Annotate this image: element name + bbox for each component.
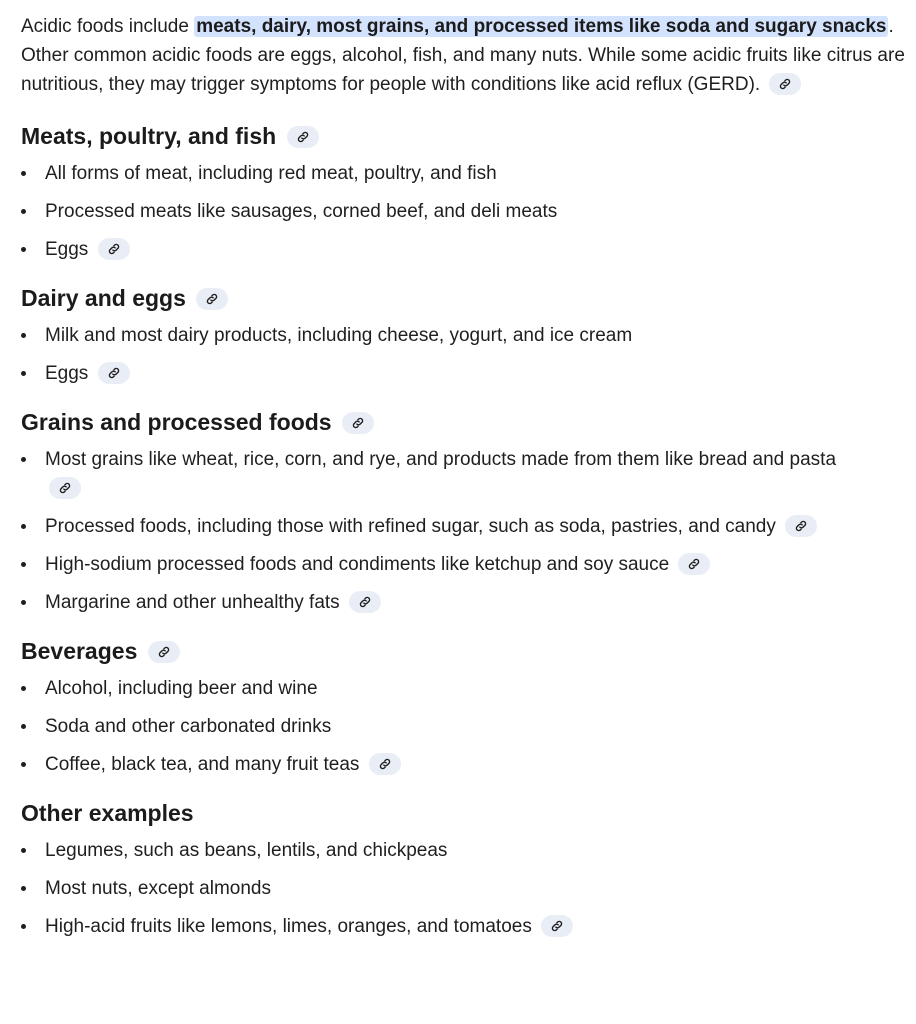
bullet-list xyxy=(21,159,911,264)
list-item xyxy=(21,321,845,350)
list-item-text: Milk and most dairy products, including cheese, yogurt, and ice cream xyxy=(45,325,633,346)
link-icon xyxy=(296,130,310,144)
item-source-link-button[interactable] xyxy=(98,238,130,260)
list-item-text: High-acid fruits like lemons, limes, oranges, and tomatoes xyxy=(45,916,532,937)
link-icon xyxy=(378,757,392,771)
section-source-link-button[interactable] xyxy=(196,288,228,310)
link-icon xyxy=(550,919,564,933)
section-source-link-button[interactable] xyxy=(148,641,180,663)
section-heading xyxy=(21,407,911,437)
list-item xyxy=(21,550,845,579)
link-icon xyxy=(205,292,219,306)
section-heading-text: Other examples xyxy=(21,800,194,826)
list-item xyxy=(21,359,845,388)
list-item-text: Alcohol, including beer and wine xyxy=(45,678,318,699)
list-item-text: Most grains like wheat, rice, corn, and rye, and products made from them like bread and pasta xyxy=(45,449,837,470)
list-item-text: Eggs xyxy=(45,239,89,260)
list-item-text: Soda and other carbonated drinks xyxy=(45,716,332,737)
list-item-text: High-sodium processed foods and condiments like ketchup and soy sauce xyxy=(45,554,670,575)
list-item-text: Legumes, such as beans, lentils, and chickpeas xyxy=(45,840,448,861)
item-source-link-button[interactable] xyxy=(785,515,817,537)
link-icon xyxy=(687,557,701,571)
list-item xyxy=(21,912,845,941)
list-item-text: Eggs xyxy=(45,363,89,384)
list-item xyxy=(21,512,845,541)
link-icon xyxy=(351,416,365,430)
section xyxy=(21,636,911,779)
list-item-text: Processed foods, including those with refined sugar, such as soda, pastries, and candy xyxy=(45,516,776,537)
link-icon xyxy=(107,242,121,256)
list-item xyxy=(21,588,845,617)
item-source-link-button[interactable] xyxy=(98,362,130,384)
intro-suffix: . Other common acidic foods are eggs, alcohol, fish, and many nuts. While some acidic fruits like citrus are nutritious, they may trigger symptoms for people with conditions like acid reflux (GERD). xyxy=(21,16,905,95)
section-heading xyxy=(21,121,911,151)
list-item xyxy=(21,836,845,865)
ai-overview-content xyxy=(21,12,911,950)
list-item xyxy=(21,445,845,503)
list-item xyxy=(21,674,845,703)
link-icon xyxy=(58,481,72,495)
section xyxy=(21,283,911,388)
section xyxy=(21,798,911,941)
item-source-link-button[interactable] xyxy=(369,753,401,775)
intro-source-link-button[interactable] xyxy=(769,73,801,95)
section-heading-text: Meats, poultry, and fish xyxy=(21,123,277,149)
bullet-list xyxy=(21,321,911,388)
bullet-list xyxy=(21,836,911,941)
section xyxy=(21,407,911,617)
list-item xyxy=(21,874,845,903)
item-source-link-button[interactable] xyxy=(349,591,381,613)
list-item-text: Margarine and other unhealthy fats xyxy=(45,592,340,613)
section xyxy=(21,121,911,264)
list-item xyxy=(21,197,845,226)
list-item-text: Most nuts, except almonds xyxy=(45,878,271,899)
item-source-link-button[interactable] xyxy=(49,477,81,499)
list-item-text: Processed meats like sausages, corned beef, and deli meats xyxy=(45,201,558,222)
sections-container xyxy=(21,121,911,941)
link-icon xyxy=(107,366,121,380)
link-icon xyxy=(778,77,792,91)
section-heading xyxy=(21,283,911,313)
section-heading-text: Beverages xyxy=(21,638,138,664)
list-item xyxy=(21,750,845,779)
link-icon xyxy=(794,519,808,533)
list-item xyxy=(21,712,845,741)
intro-highlight: meats, dairy, most grains, and processed items like soda and sugary snacks xyxy=(196,16,887,37)
bullet-list xyxy=(21,674,911,779)
item-source-link-button[interactable] xyxy=(678,553,710,575)
section-source-link-button[interactable] xyxy=(342,412,374,434)
list-item-text: All forms of meat, including red meat, poultry, and fish xyxy=(45,163,497,184)
intro-prefix: Acidic foods include xyxy=(21,16,195,37)
section-source-link-button[interactable] xyxy=(287,126,319,148)
section-heading xyxy=(21,798,911,828)
intro-paragraph xyxy=(21,12,911,99)
list-item-text: Coffee, black tea, and many fruit teas xyxy=(45,754,360,775)
section-heading xyxy=(21,636,911,666)
section-heading-text: Grains and processed foods xyxy=(21,409,332,435)
list-item xyxy=(21,235,845,264)
item-source-link-button[interactable] xyxy=(541,915,573,937)
link-icon xyxy=(358,595,372,609)
bullet-list xyxy=(21,445,911,617)
list-item xyxy=(21,159,845,188)
link-icon xyxy=(157,645,171,659)
section-heading-text: Dairy and eggs xyxy=(21,285,186,311)
